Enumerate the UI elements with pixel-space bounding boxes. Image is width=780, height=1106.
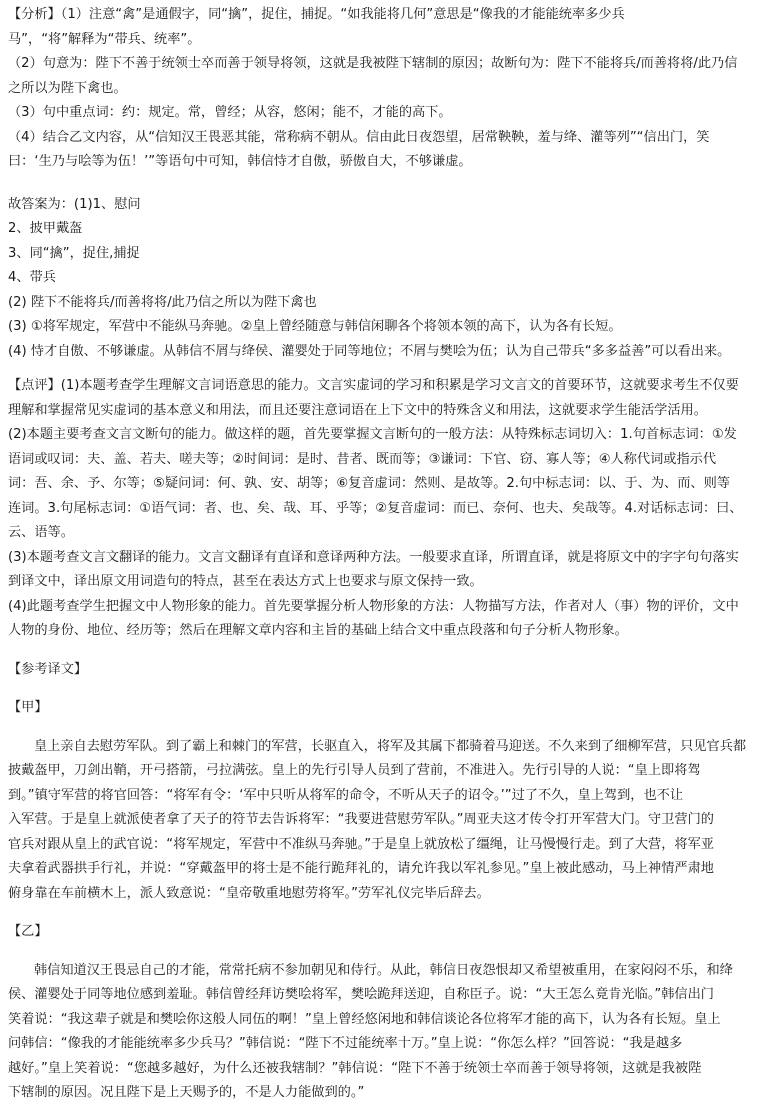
- translation-heading: 【参考译文】: [8, 661, 88, 677]
- comment-line: 理解和掌握常见实虚词的基本意义和用法，而且还要注意词语在上下文中的特殊含义和用法，这就要求学生能活学活用。: [8, 402, 707, 418]
- spacer: [8, 945, 772, 959]
- answer-line: (3) ①将军规定，军营中不能纵马奔驰。②皇上曾经随意与韩信闲聊各个将领本领的高下，认为各有长短。: [8, 319, 622, 334]
- jia-line: 披戴盔甲，刀剑出鞘，开弓搭箭，弓拉满弦。皇上的先行引导人员到了营前，不准进入。先行引导的人说：“皇上即将驾: [8, 763, 701, 778]
- jia-line: 入军营。于是皇上就派使者拿了天子的符节去告诉将军：“我要进营慰劳军队。”周亚夫这才传令打开军营大门。守卫营门的: [8, 812, 714, 827]
- spacer: [8, 644, 772, 658]
- answer-line: 3、同“擒”，捉住,捕捉: [8, 245, 140, 261]
- jia-line: 俯身靠在车前横木上，派人致意说：“皇帝敬重地慰劳将军。”劳军礼仪完毕后辞去。: [8, 885, 490, 901]
- yi-line: 笑着说：“我这辈子就是和樊哙你这般人同伍的啊！”皇上曾经悠闲地和韩信谈论各位将军才能的高下，认为各有长短。皇上: [8, 1011, 721, 1027]
- comment-line: (3)本题考查文言文翻译的能力。文言文翻译有直译和意译两种方法。一般要求直译，所谓直译，就是将原文中的字字句句落实: [8, 549, 739, 565]
- answer-line: (2) 陛下不能将兵/而善将将/此乃信之所以为陛下禽也: [8, 294, 317, 310]
- answer-line: 故答案为：(1)1、慰问: [8, 196, 141, 212]
- comment-line: (2)本题主要考查文言文断句的能力。做这样的题，首先要掌握文言断句的一般方法：从特殊标志词切入：1.句首标志词：①发: [8, 427, 737, 442]
- comment-section: [8, 374, 772, 644]
- comment-line: 连词。3.句尾标志词：①语气词：者、也、矣、哉、耳、乎等；②复音虚词：而已、奈何、也夫、矣哉等。4.对话标志词：曰、: [8, 500, 743, 516]
- analysis-line: 马”，“将”解释为“带兵、统率”。: [8, 31, 201, 47]
- comment-line: 云、语等。: [8, 525, 74, 540]
- analysis-line: （2）句意为：陛下不善于统领士卒而善于领导将领，这就是我被陛下辖制的原因；故断句为：陛下不能将兵/而善将将/此乃信: [8, 56, 738, 71]
- yi-line: 侯、灌婴处于同等地位感到羞耻。韩信曾经拜访樊哙将军，樊哙跪拜送迎，自称臣子。说：“大王怎么竟肯光临。”韩信出门: [8, 987, 714, 1002]
- jia-paragraph: [8, 735, 772, 907]
- comment-line: 语词或叹词：夫、盖、若夫、嗟夫等；②时间词：是时、昔者、既而等；③谦词：下官、窃、寡人等；④人称代词或指示代: [8, 451, 717, 467]
- jia-line: 官兵对跟从皇上的武官说：“将军规定，军营中不准纵马奔驰。”于是皇上就放松了缰绳，让马慢慢行走。到了大营，将军亚: [8, 836, 714, 852]
- analysis-line: （4）结合乙文内容，从“信知汉王畏恶其能，常称病不朝从。信由此日夜怨望，居常鞅鞅，羞与绛、灌等列”“信出门，笑: [8, 129, 710, 145]
- spacer: [8, 364, 772, 374]
- yi-line: 问韩信：“像我的才能能统率多少兵马？”韩信说：“陛下不过能统率十万。”皇上说：“你怎么样？”回答说：“我是越多: [8, 1036, 683, 1051]
- analysis-line: 【分析】（1）注意“禽”是通假字，同“擒”，捉住，捕捉。“如我能将几何”意思是“像我的才能能统率多少兵: [8, 7, 625, 22]
- analysis-line: （3）句中重点词：约：规定。常，曾经；从容，悠闲；能不，才能的高下。: [8, 105, 452, 120]
- yi-line: 韩信知道汉王畏忌自己的才能，常常托病不参加朝见和侍行。从此，韩信日夜怨恨却又希望被重用，在家闷闷不乐，和绛: [34, 962, 733, 978]
- jia-line: 皇上亲自去慰劳军队。到了霸上和棘门的军营，长驱直入，将军及其属下都骑着马迎送。不久来到了细柳军营，只见官兵都: [34, 738, 747, 754]
- analysis-line: 曰：‘生乃与哙等为伍！’”等语句中可知，韩信恃才自傲，骄傲自大，不够谦虚。: [8, 154, 472, 169]
- translation-section: [8, 658, 772, 1106]
- spacer: [8, 906, 772, 920]
- answer-line: (4) 恃才自傲、不够谦虚。从韩信不屑与绛侯、灌婴处于同等地位；不屑与樊哙为伍；认为自己带兵“多多益善”可以看出来。: [8, 343, 731, 359]
- yi-heading: 【乙】: [8, 924, 48, 939]
- analysis-section: [8, 3, 772, 175]
- comment-line: 【点评】(1)本题考查学生理解文言词语意思的能力。文言实虚词的学习和积累是学习文言文的首要环节，这就要求考生不仅要: [8, 378, 739, 393]
- comment-line: 人物的身份、地位、经历等；然后在理解文章内容和主旨的基础上结合文中重点段落和句子分析人物形象。: [8, 623, 628, 638]
- spacer: [8, 721, 772, 735]
- jia-line: 到。”镇守军营的将官回答：“将军有令：‘军中只听从将军的命令，不听从天子的诏令。’”过了不久，皇上驾到，也不让: [8, 787, 684, 803]
- analysis-line: 之所以为陛下禽也。: [8, 80, 127, 96]
- yi-line: 下辖制的原因。况且陛下是上天赐予的，不是人力能做到的。”: [8, 1085, 365, 1100]
- spacer: [8, 682, 772, 696]
- comment-line: 词：吾、余、予、尔等；⑤疑问词：何、孰、安、胡等；⑥复音虚词：然则、是故等。2.句中标志词：以、于、为、而、则等: [8, 476, 730, 491]
- answer-line: 4、带兵: [8, 270, 56, 285]
- answer-section: [8, 193, 772, 365]
- answer-line: 2、披甲戴盔: [8, 221, 83, 236]
- yi-paragraph: [8, 959, 772, 1106]
- comment-line: (4)此题考查学生把握文中人物形象的能力。首先要掌握分析人物形象的方法：人物描写方法，作者对人（事）物的评价，文中: [8, 598, 739, 614]
- jia-heading: 【甲】: [8, 700, 48, 715]
- spacer: [8, 175, 772, 193]
- yi-line: 越好。”皇上笑着说：“您越多越好，为什么还被我辖制？”韩信说：“陛下不善于统领士卒而善于领导将领，这就是我被陛: [8, 1060, 702, 1076]
- comment-line: 到译文中，译出原文用词造句的特点，甚至在表达方式上也要求与原文保持一致。: [8, 574, 483, 589]
- jia-line: 夫拿着武器拱手行礼，并说：“穿戴盔甲的将士是不能行跪拜礼的，请允许我以军礼参见。”皇上被此感动，马上神情严肃地: [8, 861, 714, 876]
